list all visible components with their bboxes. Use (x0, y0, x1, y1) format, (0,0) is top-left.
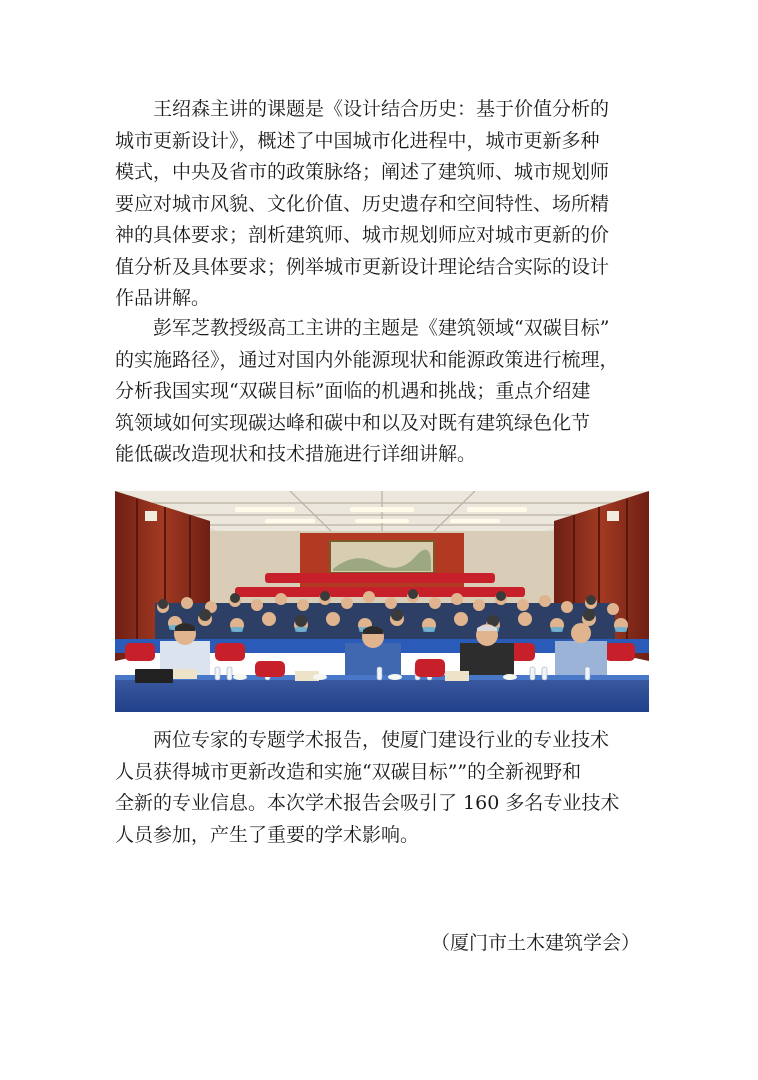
text-line: 模式，中央及省市的政策脉络；阐述了建筑师、城市规划师 (115, 161, 610, 183)
text-line: 两位专家的专题学术报告，使厦门建设行业的专业技术 (153, 729, 610, 751)
text-line: 彭军芝教授级高工主讲的主题是《建筑领域“双碳目标” (153, 317, 610, 339)
text-line: 王绍森主讲的课题是《设计结合历史：基于价值分析的 (153, 98, 610, 120)
text-line: 人员参加，产生了重要的学术影响。 (115, 823, 420, 846)
text-line: 筑领域如何实现碳达峰和碳中和以及对既有建筑绿色化节 (115, 411, 591, 434)
text-line: 的实施路径》，通过对国内外能源现状和能源政策进行梳理， (115, 348, 619, 371)
text-line: 作品讲解。 (115, 287, 211, 309)
text-line: 人员获得城市更新改造和实施“双碳目标””的全新视野和 (115, 760, 582, 783)
text-line: 值分析及具体要求；例举城市更新设计理论结合实际的设计 (115, 255, 610, 278)
conference-hall-photo (115, 491, 649, 712)
text-line: 城市更新设计》，概述了中国城市化进程中，城市更新多种 (115, 129, 600, 152)
author-credit: （厦门市土木建筑学会） (430, 932, 640, 954)
paragraph-wang-shaosen-lecture (115, 94, 647, 315)
text-line: 分析我国实现“双碳目标”面临的机遇和挑战；重点介绍建 (115, 380, 591, 402)
text-line: 全新的专业信息。本次学术报告会吸引了 160 多名专业技术 (115, 792, 620, 814)
text-line: 能低碳改造现状和技术措施进行详细讲解。 (115, 443, 477, 465)
text-line: 神的具体要求；剖析建筑师、城市规划师应对城市更新的价 (115, 224, 610, 246)
paragraph-summary (115, 725, 647, 851)
paragraph-peng-junzhi-lecture (115, 313, 647, 471)
text-line: 要应对城市风貌、文化价值、历史遗存和空间特性、场所精 (115, 192, 610, 215)
